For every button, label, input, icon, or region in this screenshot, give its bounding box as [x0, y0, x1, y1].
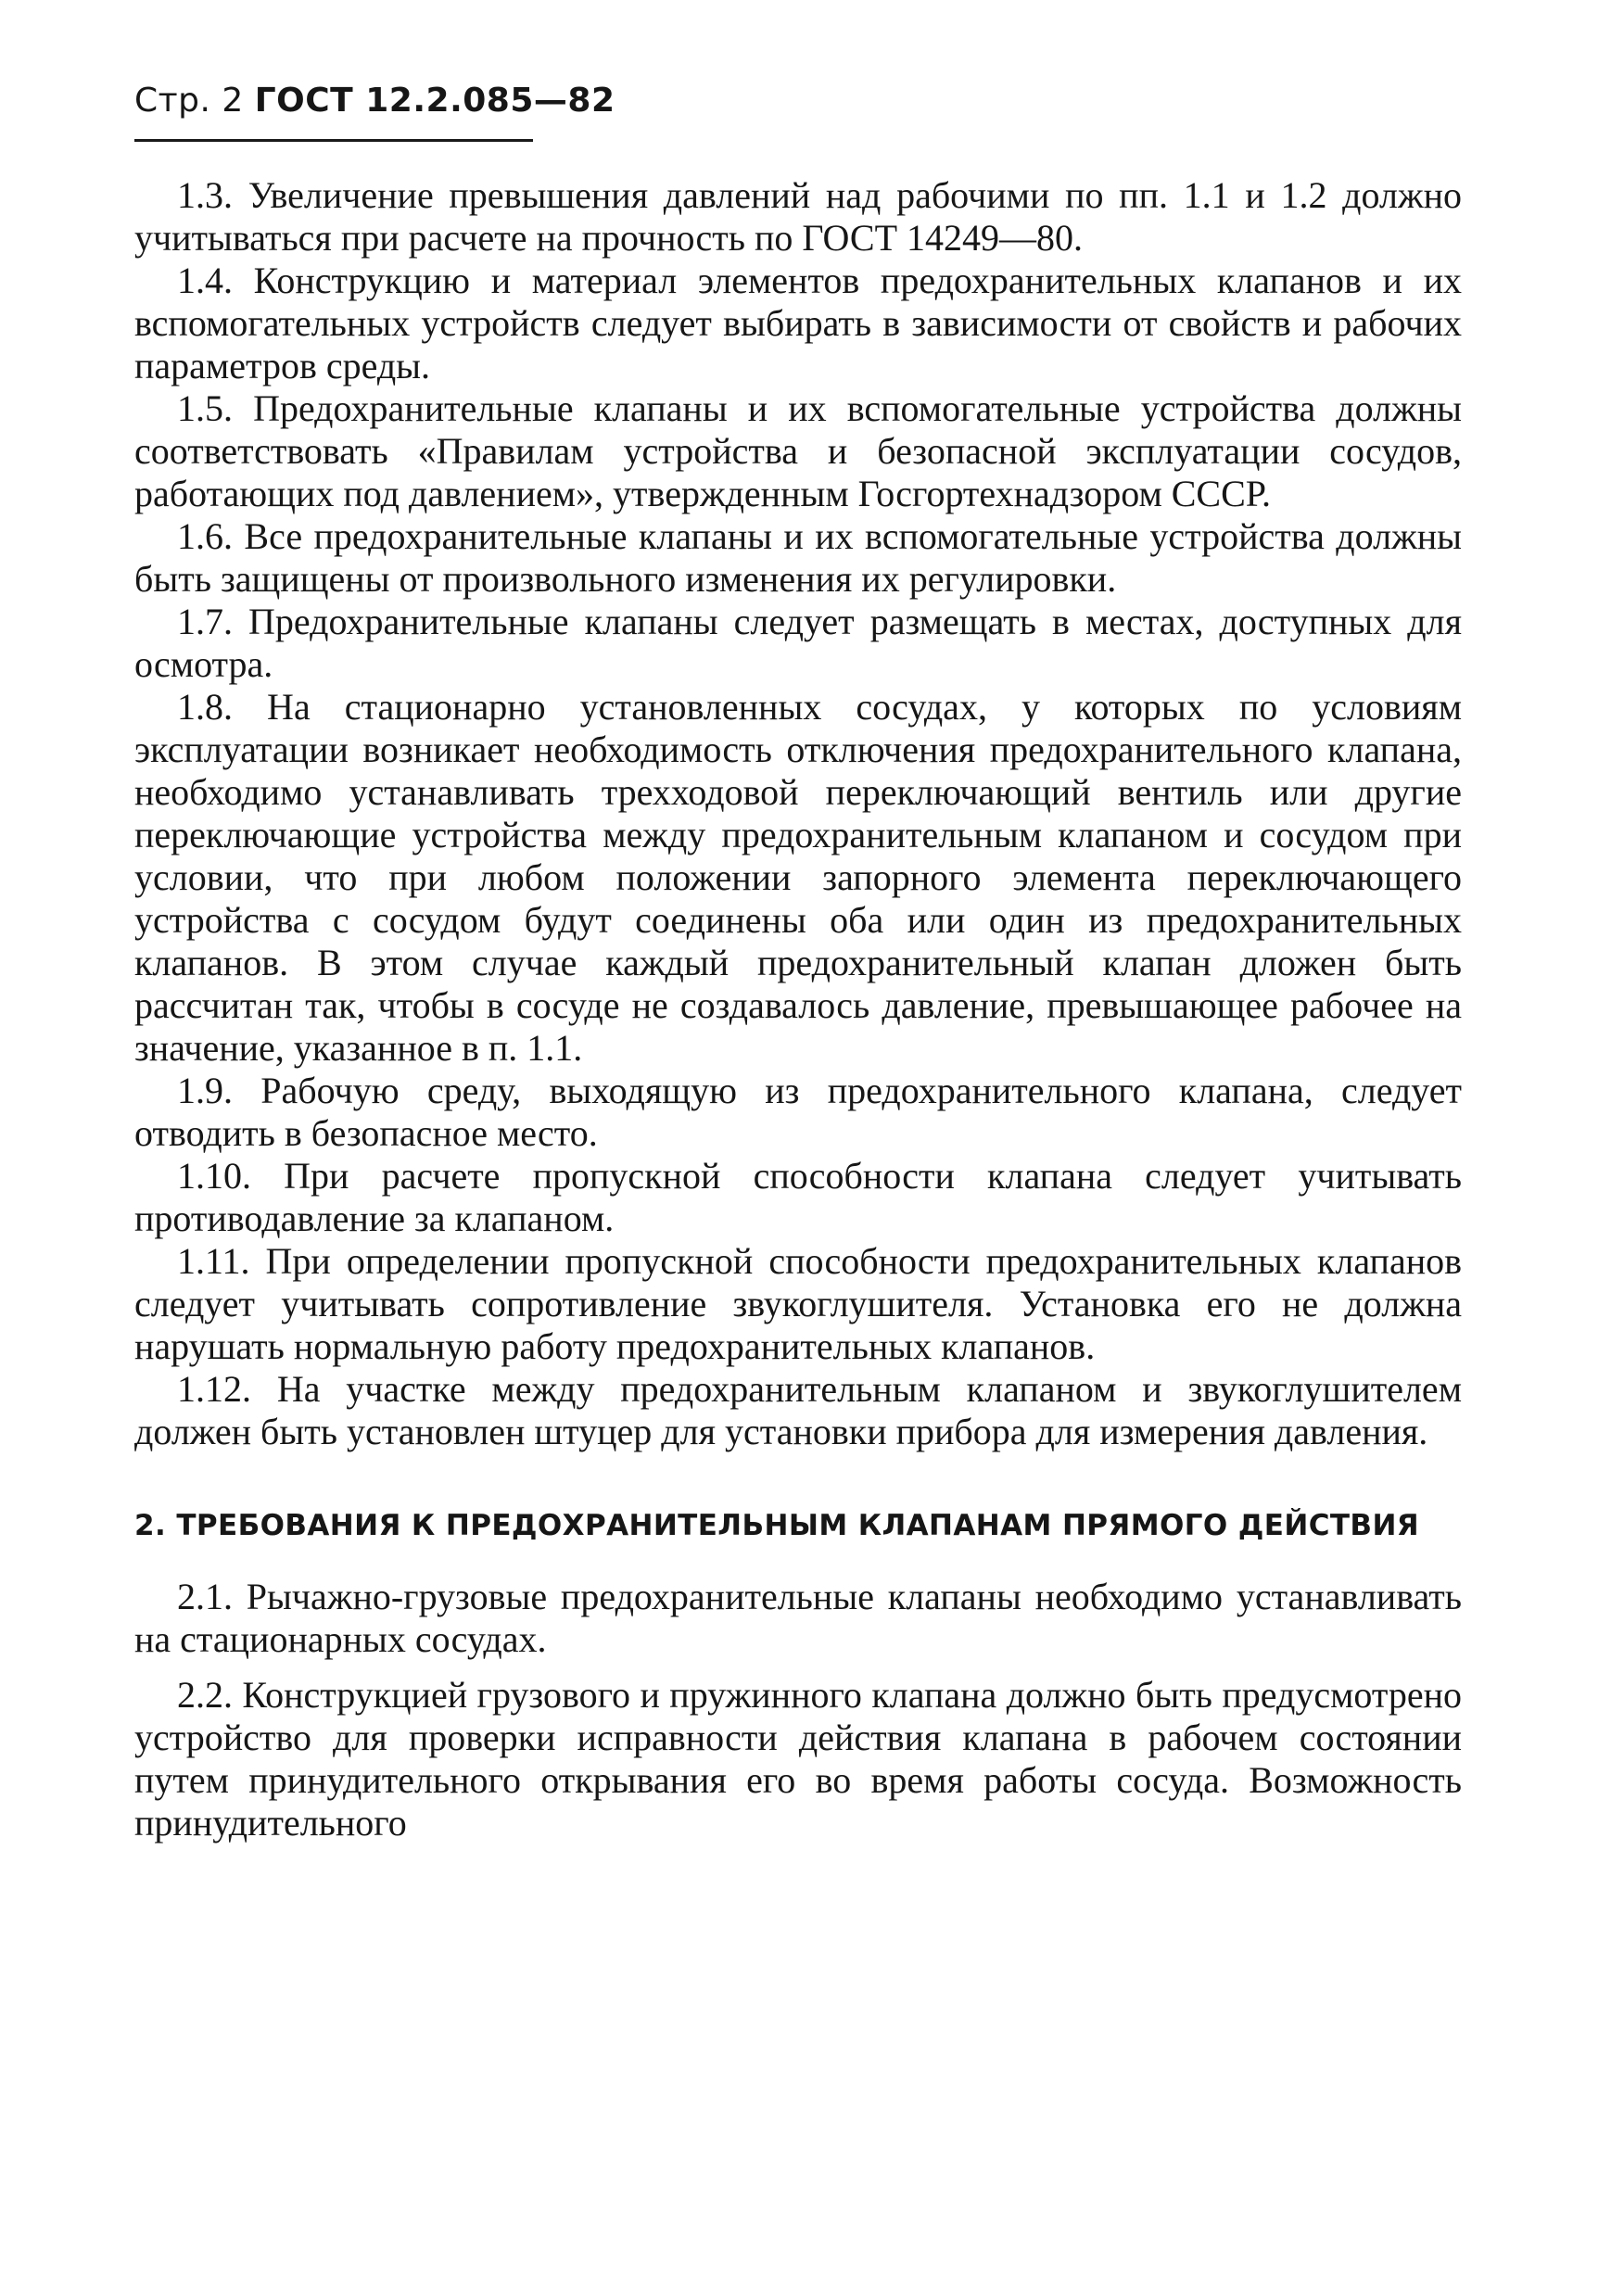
paragraph-1-10: 1.10. При расчете пропускной способности клапана следует учитывать противодавление за клапаном. — [134, 1155, 1462, 1239]
page-label: Стр. 2 — [134, 82, 244, 120]
standard-number: ГОСТ 12.2.085—82 — [254, 82, 615, 120]
body-text — [134, 174, 1462, 1844]
running-head — [134, 82, 615, 120]
paragraph-1-7: 1.7. Предохранительные клапаны следует размещать в местах, доступных для осмотра. — [134, 601, 1462, 685]
paragraph-1-4: 1.4. Конструкцию и материал элементов предохранительных клапанов и их вспомогательных устройств следует выбирать в зависимости от свойств и рабочих параметров среды. — [134, 260, 1462, 387]
paragraph-1-12: 1.12. На участке между предохранительным клапаном и звукоглушителем должен быть установлен штуцер для установки прибора для измерения давления. — [134, 1368, 1462, 1452]
header-rule — [134, 139, 533, 142]
section-2-heading: 2. ТРЕБОВАНИЯ К ПРЕДОХРАНИТЕЛЬНЫМ КЛАПАНАМ ПРЯМОГО ДЕЙСТВИЯ — [134, 1509, 1420, 1542]
paragraph-1-9: 1.9. Рабочую среду, выходящую из предохранительного клапана, следует отводить в безопасное место. — [134, 1070, 1462, 1154]
paragraph-2-1: 2.1. Рычажно-грузовые предохранительные клапаны необходимо устанавливать на стационарных сосудах. — [134, 1576, 1462, 1660]
paragraph-1-6: 1.6. Все предохранительные клапаны и их вспомогательные устройства должны быть защищены от произвольного изменения их регулировки. — [134, 515, 1462, 600]
paragraph-2-2: 2.2. Конструкцией грузового и пружинного клапана должно быть предусмотрено устройство для проверки исправности действия клапана в рабочем состоянии путем принудительного открывания его во время работы сосуда. Возможность принудительного — [134, 1674, 1462, 1844]
paragraph-1-5: 1.5. Предохранительные клапаны и их вспомогательные устройства должны соответствовать «Правилам устройства и безопасной эксплуатации сосудов, работающих под давлением», утвержденным Госгортехнадзором СССР. — [134, 387, 1462, 514]
paragraph-1-11: 1.11. При определении пропускной способности предохранительных клапанов следует учитывать сопротивление звукоглушителя. Установка его не должна нарушать нормальную работу предохранительных клапанов. — [134, 1240, 1462, 1367]
paragraph-1-8: 1.8. На стационарно установленных сосудах, у которых по условиям эксплуатации возникает необходимость отключения предохранительного клапана, необходимо устанавливать трехходовой переключающий вентиль или другие переключающие устройства между предохранительным клапаном и сосудом при условии, что при любом положении запорного элемента переключающего устройства с сосудом будут соединены оба или один из предохранительных клапанов. В этом случае каждый предохранительный клапан дложен быть рассчитан так, чтобы в сосуде не создавалось давление, превышающее рабочее на значение, указанное в п. 1.1. — [134, 686, 1462, 1069]
paragraph-1-3: 1.3. Увеличение превышения давлений над рабочими по пп. 1.1 и 1.2 должно учитываться при расчете на прочность по ГОСТ 14249—80. — [134, 174, 1462, 259]
